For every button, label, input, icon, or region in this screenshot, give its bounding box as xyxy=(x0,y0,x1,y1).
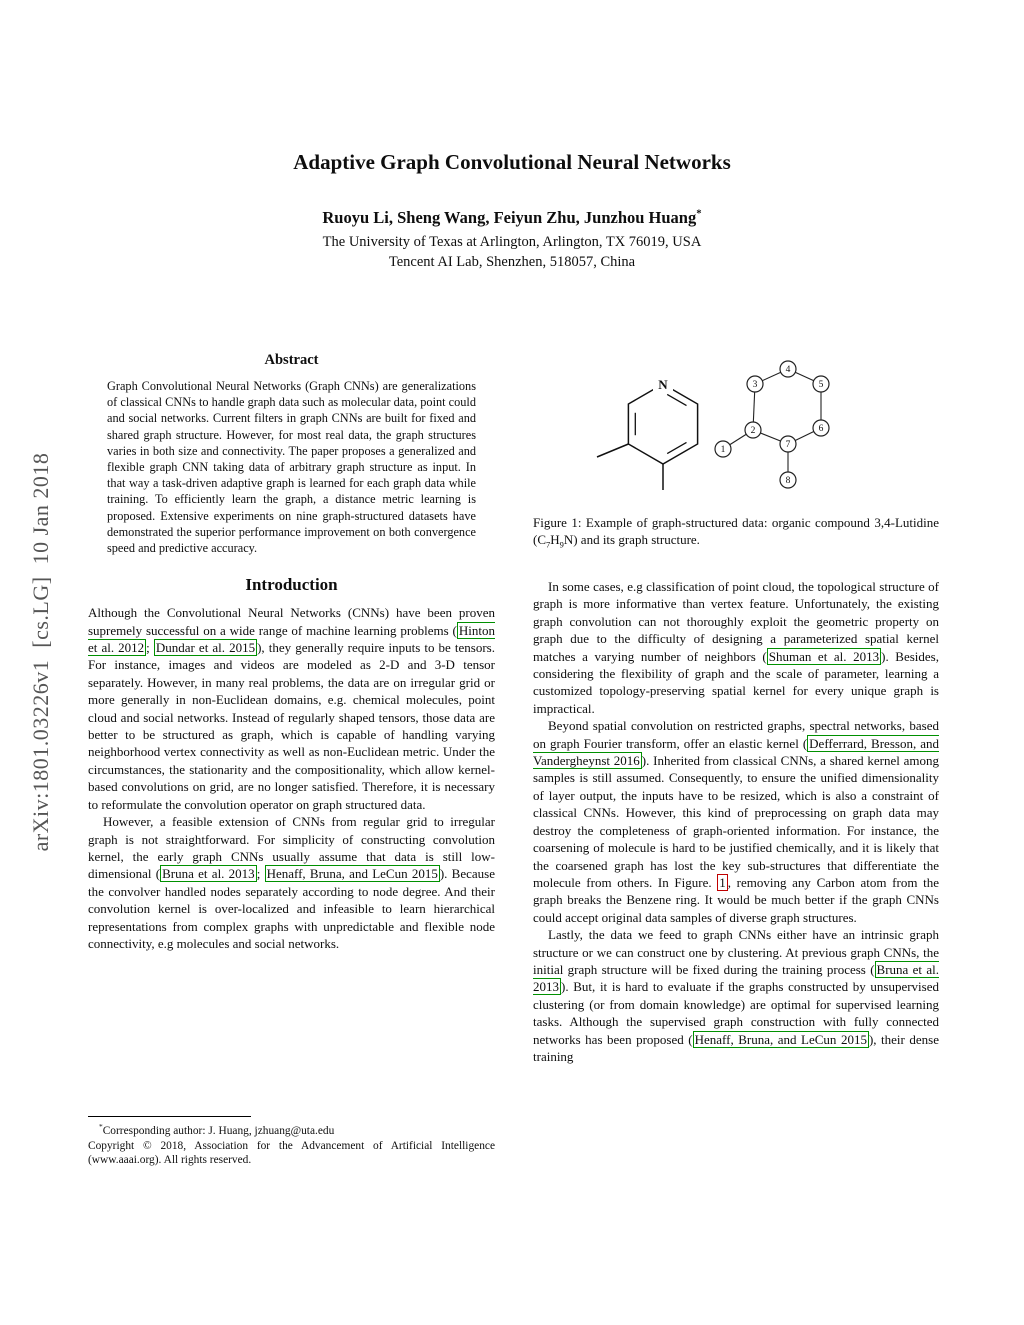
graph-node-label: 7 xyxy=(785,440,791,451)
figure-1-graphic xyxy=(533,352,939,502)
graph-node xyxy=(745,422,761,438)
graph-node-label: 6 xyxy=(818,424,824,435)
methyl-bond-line xyxy=(597,444,628,457)
graph-node xyxy=(715,441,731,457)
citation-link[interactable]: Bruna et al. 2013 xyxy=(533,961,939,995)
affiliation-line-1: The University of Texas at Arlington, Arlington, TX 76019, USA xyxy=(322,234,702,250)
text-run: ). But, it is hard to evaluate if the graphs constructed by unsupervised clustering (or from domain knowledge) are optimal for supervised learning tasks. Although the supervised graph construction with fully connected networks has been proposed ( xyxy=(533,979,939,1047)
footnote-rule xyxy=(88,1116,251,1117)
text-run: ). Inherited from classical CNNs, a shared kernel among samples is still assumed. Consequently, to ensure the unified dimensionality of layer output, the inputs have to be resized, which is also a constraint of classical CNNs. However, this kind of preprocessing on graph data may destroy the completeness of graph-oriented information. For instance, the coarsening of molecule is hard to be justified chemically, and it is likely that the coarsened graph has lost the key sub-structures that differentiate the molecule from others. In Figure. xyxy=(533,753,940,890)
affiliation-line-2: Tencent AI Lab, Shenzhen, 518057, China xyxy=(388,254,636,270)
text-run: ), they generally require inputs to be tensors. For instance, images and videos are modeled as 2-D and 3-D tensor separately. However, in many real problems, the data are on irregular grid or more generally in non-Euclidean domains, e.g. chemical molecules, point cloud and social networks. Instead of regularly shaped tensors, those data are better to be structured as graph, which is capable of handling varying neighborhood vertex connectivity as well as non-Euclidean metric. Under the circumstances, the stationarity and the compositionality, which allow kernel-based convolutions on grid, are no longer satisfied. Therefore, it is necessary to reformulate the convolution operator on graph structured data. xyxy=(88,640,495,812)
intro-paragraph-2 xyxy=(88,813,495,952)
abstract-text: Graph Convolutional Neural Networks (Graph CNNs) are generalizations of classical CNNs to handle graph data such as molecular data, point could and social networks. Current filters in graph CNNs are built for fixed and shared graph structure. However, for most real data, the graph structures varies in both size and connectivity. The paper proposes a generalized and flexible graph CNN taking data of arbitrary graph structure as input. In that way a task-driven adaptive graph is learned for each graph data while training. To efficiently learn the graph, a distance metric learning is proposed. Extensive experiments on nine graph-structured datasets have demonstrated the superior performance improvement on both convergence speed and predictive accuracy. xyxy=(107,379,476,556)
citation-link[interactable]: Hinton et al. 2012 xyxy=(88,622,495,656)
graph-node xyxy=(813,376,829,392)
right-paragraph-2 xyxy=(533,717,939,926)
text-run: ). Because the convolver handled nodes separately according to node degree. And their convolution kernel is over-localized and infeasible to learn hierarchical representations from complex graphs with unpredictable and flexible node connectivity, e.g molecules and social networks. xyxy=(88,866,495,951)
citation-link[interactable]: Shuman et al. 2013 xyxy=(768,648,880,664)
pyridine-ring-bond xyxy=(628,384,697,464)
text-run: 9 xyxy=(559,539,564,550)
authors-line xyxy=(0,208,1024,228)
graph-node-label: 1 xyxy=(720,445,726,456)
footnote-block xyxy=(88,1116,495,1168)
introduction-heading: Introduction xyxy=(245,575,338,595)
intro-paragraph-1 xyxy=(88,604,495,813)
nitrogen-atom-label: N xyxy=(658,377,668,392)
molecule-drawing xyxy=(597,375,698,490)
footnote-corresponding-author xyxy=(88,1124,495,1139)
text-run: N) and its graph structure. xyxy=(563,532,700,547)
text-run: Although the Convolutional Neural Networks (CNNs) have been proven supremely successful on a wide range of machine learning problems ( xyxy=(88,605,495,638)
graph-node-label: 4 xyxy=(785,365,791,376)
graph-node-label: 2 xyxy=(750,426,756,437)
text-run: 7 xyxy=(546,539,551,550)
footnote-copyright: Copyright © 2018, Association for the Advancement of Artificial Intelligence (www.aaai.org). All rights reserved. xyxy=(88,1139,495,1167)
arxiv-watermark: arXiv:1801.03226v1 [cs.LG] 10 Jan 2018 xyxy=(28,452,53,852)
graph-node xyxy=(780,361,796,377)
graph-node xyxy=(813,420,829,436)
text-run: ), their dense training xyxy=(533,1031,939,1064)
text-run: Figure 1: Example of graph-structured data: organic compound 3,4-Lutidine (C xyxy=(533,515,939,547)
text-run: However, a feasible extension of CNNs from regular grid to irregular graph is not straightforward. For simplicity of constructing convolution kernel, the early graph CNNs usually assume that data is still low-dimensional ( xyxy=(88,814,495,882)
graph-node xyxy=(747,376,763,392)
text-run: , removing any Carbon atom from the graph breaks the Benzene ring. It would be much better if the graph CNNs could accept original data samples of diverse graph structures. xyxy=(533,874,939,925)
graph-node xyxy=(780,436,796,452)
paper-header xyxy=(0,150,1024,271)
abstract-heading: Abstract xyxy=(264,352,319,368)
graph-node xyxy=(780,472,796,488)
text-run: * xyxy=(696,207,702,220)
text-run: ). Besides, considering the flexibility of graph and the scale of parameter, learning a customized topology-preserving spatial kernel for every unique graph is impractical. xyxy=(533,648,939,716)
figure-1-caption xyxy=(533,514,939,548)
right-paragraph-3 xyxy=(533,926,939,1065)
text-run: Ruoyu Li, Sheng Wang, Feiyun Zhu, Junzhou Huang xyxy=(322,208,697,227)
text-run: ; xyxy=(146,640,154,656)
right-paragraph-1 xyxy=(533,578,939,717)
text-run: Corresponding author: J. Huang, jzhuang@uta.edu xyxy=(102,1125,335,1137)
text-run: H xyxy=(550,532,560,547)
text-run: * xyxy=(99,1122,103,1132)
left-column xyxy=(88,352,495,952)
text-run: Beyond spatial convolution on restricted graphs, spectral networks, based on graph Fourier transform, offer an elastic kernel ( xyxy=(533,718,939,751)
graph-node-label: 3 xyxy=(752,380,758,391)
citation-link[interactable]: Bruna et al. 2013 xyxy=(162,866,255,882)
text-run: Lastly, the data we feed to graph CNNs either have an intrinsic graph structure or we can construct one by clustering. At previous graph CNNs, the initial graph structure will be fixed during the training process ( xyxy=(533,927,939,977)
citation-link[interactable]: Dundar et al. 2015 xyxy=(155,640,256,656)
graph-drawing xyxy=(715,361,829,488)
citation-link[interactable]: Henaff, Bruna, and LeCun 2015 xyxy=(266,866,438,882)
figure-ref-link[interactable]: 1 xyxy=(719,874,726,890)
figure-1 xyxy=(533,352,939,548)
text-run: In some cases, e.g classification of point cloud, the topological structure of graph is more informative than vertex feature. Unfortunately, the existing graph convolution can not thoroughly exploit the geometric property on graph due to the difficulty of designing a parameterized spatial kernel matches a varying number of neighbors ( xyxy=(533,579,939,664)
paper-title: Adaptive Graph Convolutional Neural Networks xyxy=(293,150,731,174)
graph-node-label: 5 xyxy=(818,380,824,391)
text-run: ; xyxy=(256,866,265,882)
graph-node-label: 8 xyxy=(785,476,791,487)
right-column xyxy=(533,352,939,1065)
citation-link[interactable]: Henaff, Bruna, and LeCun 2015 xyxy=(694,1031,867,1047)
citation-link[interactable]: Defferrard, Bresson, and Vandergheynst 2016 xyxy=(533,735,939,769)
